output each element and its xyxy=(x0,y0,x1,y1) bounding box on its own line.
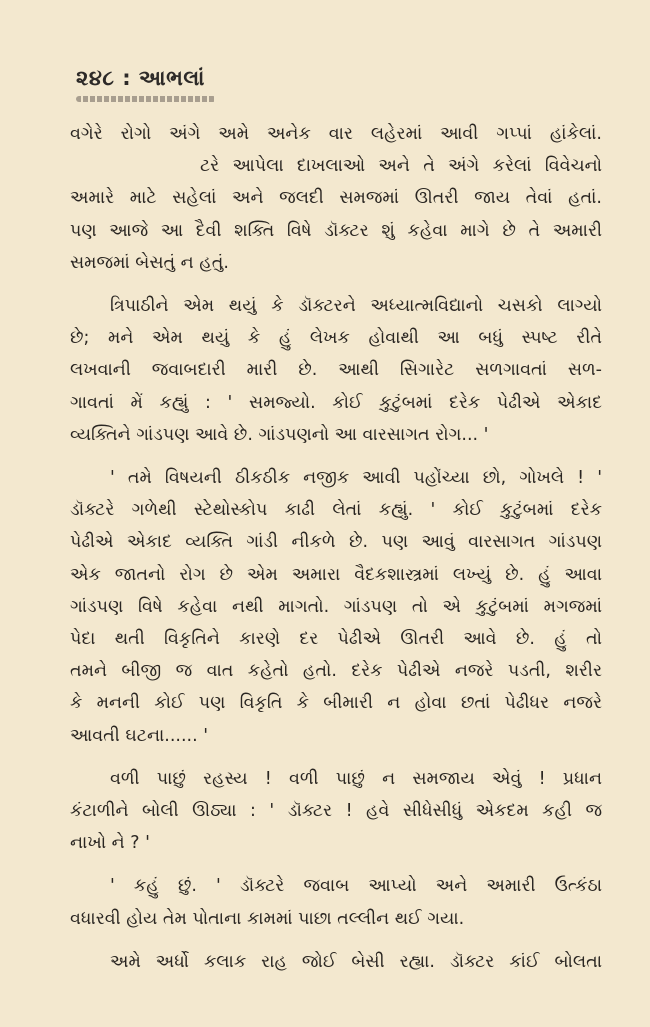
text-line: લખવાની જવાબદારી મારી છે. આથી સિગારેટ સળગાવતાં સળ- xyxy=(70,360,602,381)
text-line: એક જાતનો રોગ છે એમ અમારા વૈદકશાસ્ત્રમાં લખ્યું છે. હું આવા xyxy=(70,564,602,585)
text-line: તમને બીજી જ વાત કહેતો હતો. દરેક પેઢીએ નજરે પડતી, શરીર xyxy=(70,661,602,682)
header-ornament-rule xyxy=(76,96,216,102)
running-header: ૨૪૮ : આભલાં xyxy=(76,66,205,90)
paragraph xyxy=(70,946,602,978)
paragraph xyxy=(70,118,602,279)
text-line: આવતી ઘટના...... ' xyxy=(70,725,209,746)
text-line: છે; મને એમ થયું કે હું લેખક હોવાથી આ બધું સ્પષ્ટ રીતે xyxy=(70,328,602,349)
text-line: પેઢીએ એકાદ વ્યક્તિ ગાંડી નીકળે છે. પણ આવું વારસાગત ગાંડપણ xyxy=(70,532,602,553)
text-line: કંટાળીને બોલી ઊઠ્યા : ' ડૉક્ટર ! હવે સીધેસીધું એકદમ કહી જ xyxy=(70,801,602,822)
text-line: ત્રિપાઠીને એમ થયું કે ડૉક્ટરને અધ્યાત્મવિદ્યાનો ચસકો લાગ્યો xyxy=(110,296,602,317)
text-line: નાખો ને ? ' xyxy=(70,833,150,854)
text-line: સમજમાં બેસતું ન હતું. xyxy=(70,252,229,273)
body-text xyxy=(70,118,602,978)
text-line: ગાવતાં મેં કહ્યું : ' સમજ્યો. કોઈ કુટુંબમાં દરેક પેઢીએ એકાદ xyxy=(70,392,602,413)
text-line: ડૉક્ટરે ગળેથી સ્ટેથોસ્કોપ કાઢી લેતાં કહ્યું. ' કોઈ કુટુંબમાં દરેક xyxy=(70,500,602,521)
text-line: ' કહું છું. ' ડૉક્ટરે જવાબ આપ્યો અને અમારી ઉત્કંઠા xyxy=(110,876,602,897)
paragraph xyxy=(70,290,602,451)
text-line: ગાંડપણ વિષે કહેવા નથી માગતો. ગાંડપણ તો એ કુટુંબમાં મગજમાં xyxy=(70,596,602,617)
text-line: વધારવી હોય તેમ પોતાના કામમાં પાછા તલ્લીન થઈ ગયા. xyxy=(70,908,465,929)
text-line: વળી પાછું રહસ્ય ! વળી પાછું ન સમજાય એવું ! પ્રધાન xyxy=(110,768,602,789)
text-line: પણ આજે આ દૈવી શક્તિ વિષે ડૉક્ટર શું કહેવા માગે છે તે અમારી xyxy=(70,220,602,241)
text-line: વગેરે રોગો અંગે અમે અનેક વાર લહેરમાં આવી ગપ્પાં હાંકેલાં. xyxy=(70,124,602,144)
text-line: ' તમે વિષયની ઠીકઠીક નજીક આવી પહોંચ્યા છો, ગોખલે ! ' xyxy=(110,468,602,489)
paragraph xyxy=(70,763,602,860)
text-line: અમારે માટે સહેલાં અને જલદી સમજમાં ઊતરી જાય તેવાં હતાં. xyxy=(70,188,602,209)
paragraph xyxy=(70,870,602,934)
paragraph xyxy=(70,462,602,752)
text-line: પેદા થતી વિકૃતિને કારણે દર પેઢીએ ઊતરી આવે છે. હું તો xyxy=(70,629,602,650)
text-line: કે મનની કોઈ પણ વિકૃતિ કે બીમારી ન હોવા છતાં પેઢીધર નજરે xyxy=(70,693,602,714)
text-line: અમે અર્ધો કલાક રાહ જોઈ બેસી રહ્યા. ડૉક્ટર કાંઈ બોલતા xyxy=(110,951,602,972)
text-line: ટરે આપેલા દાખલાઓ અને તે અંગે કરેલાં વિવેચનો xyxy=(200,156,602,177)
text-line: વ્યક્તિને ગાંડપણ આવે છે. ગાંડપણનો આ વારસાગત રોગ... ' xyxy=(70,424,489,445)
